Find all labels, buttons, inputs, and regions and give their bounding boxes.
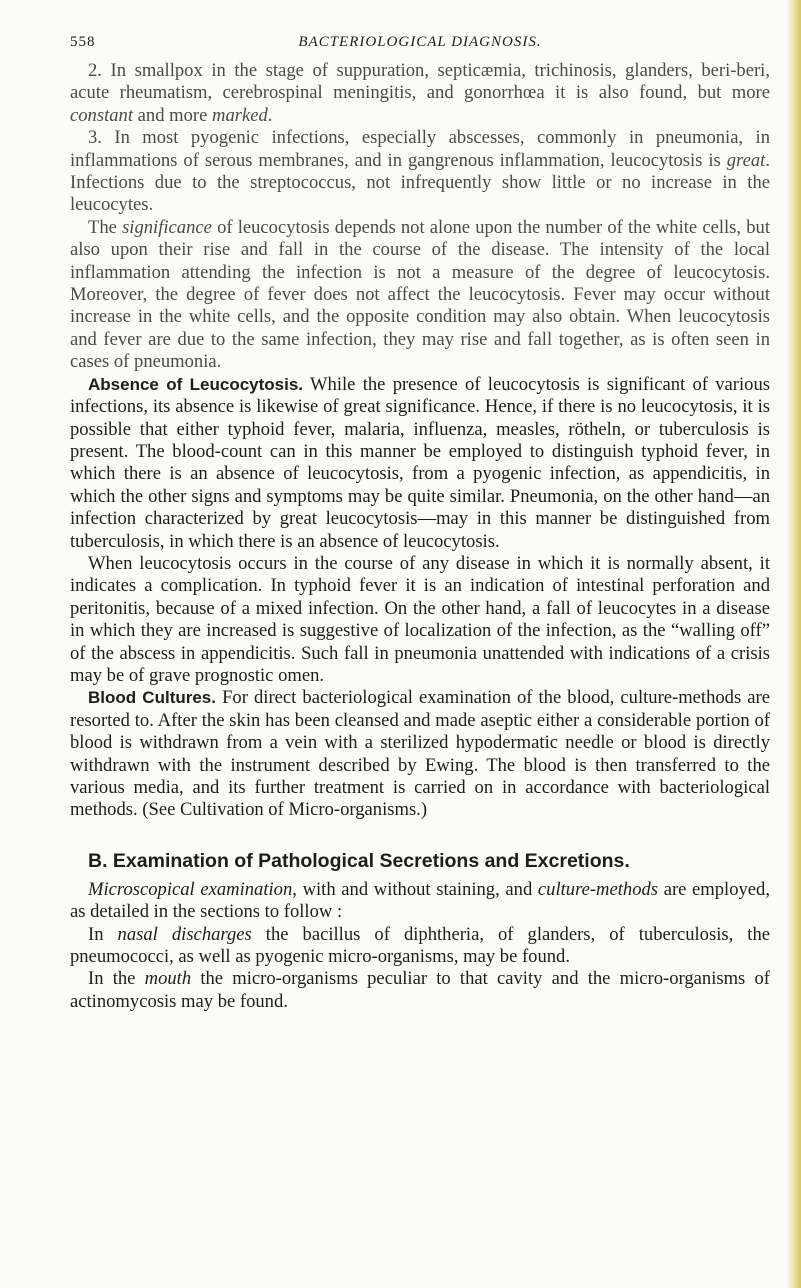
running-head — [70, 34, 770, 60]
page-edge-discoloration — [787, 0, 801, 1288]
paragraph-smallpox: 2. In smallpox in the stage of suppuration, septicæmia, trichinosis, glanders, beri-beri, acute rheumatism, cerebrospinal meningitis, and gonorrhœa it is also found, but more constant and more marked. — [70, 60, 770, 126]
paragraph-blood-cultures: Blood Cultures. For direct bacteriological examination of the blood, culture-methods are resorted to. After the skin has been cleansed and made aseptic either a considerable portion of blood is withdrawn from a vein with a sterilized hypodermatic needle or blood is directly withdrawn with the instrument described by Ewing. The blood is then transferred to the various media, and its further treatment is carried on in accordance with bacteriological methods. (See Cultivation of Micro-organisms.) — [70, 687, 770, 821]
paragraph-pyogenic-infections: 3. In most pyogenic infections, especially abscesses, commonly in pneumonia, in inflammations of serous membranes, and in gangrenous inflammation, leucocytosis is great. Infections due to the streptococcus, not infrequently show little or no increase in the leucocytes. — [70, 127, 770, 216]
section-title: B. Examination of Pathological Secretions and Excretions. — [88, 849, 630, 872]
paragraph-mouth: In the mouth the micro-organisms peculiar to that cavity and the micro-organisms of actinomycosis may be found. — [70, 968, 770, 1012]
paragraph-significance: The significance of leucocytosis depends not alone upon the number of the white cells, but also upon their rise and fall in the course of the disease. The intensity of the local inflammation attending the infection is not a measure of the degree of leucocytosis. Moreover, the degree of fever does not affect the leucocytosis. Fever may occur without increase in the white cells, and the opposite condition may also obtain. When leucocytosis and fever are due to the same infection, they may rise and fall together, as is often seen in cases of pneumonia. — [70, 216, 770, 373]
paragraph-nasal-discharges: In nasal discharges the bacillus of diphtheria, of glanders, of tuberculosis, the pneumococci, as well as pyogenic micro-organisms, may be found. — [70, 923, 770, 968]
inline-heading-absence: Absence of Leucocytosis. — [88, 374, 304, 394]
paragraph-absence-of-leucocytosis: Absence of Leucocytosis. While the presence of leucocytosis is significant of various infections, its absence is likewise of great significance. Hence, if there is no leucocytosis, it is possible that either typhoid fever, malaria, influenza, measles, rötheln, or tuberculosis is present. The blood-count can in this manner be employed to distinguish typhoid fever, in which there is an absence of leucocytosis, from a pyogenic infection, as appendicitis, in which the other signs and symptoms may be quite similar. Pneumonia, on the other hand—an infection characterized by great leucocytosis—may in this manner be distinguished from tuberculosis, in which there is an absence of leucocytosis. — [70, 373, 770, 552]
running-title: BACTERIOLOGICAL DIAGNOSIS. — [298, 34, 542, 50]
page-number: 558 — [70, 34, 96, 50]
inline-heading-blood-cultures: Blood Cultures. — [88, 688, 216, 708]
book-page — [70, 34, 770, 1013]
paragraph-methods: Microscopical examination, with and without staining, and culture-methods are employed, as detailed in the sections to follow : — [70, 878, 771, 923]
paragraph-complication: When leucocytosis occurs in the course of any disease in which it is normally absent, it indicates a complication. In typhoid fever it is an indication of intestinal perforation and peritonitis, because of a mixed infection. On the other hand, a fall of leucocytes in a disease in which they are increased is suggestive of localization of the infection, as the “walling off” of the abscess in appendicitis. Such fall in pneumonia unattended with indications of a crisis may be of grave prognostic omen. — [70, 552, 770, 686]
